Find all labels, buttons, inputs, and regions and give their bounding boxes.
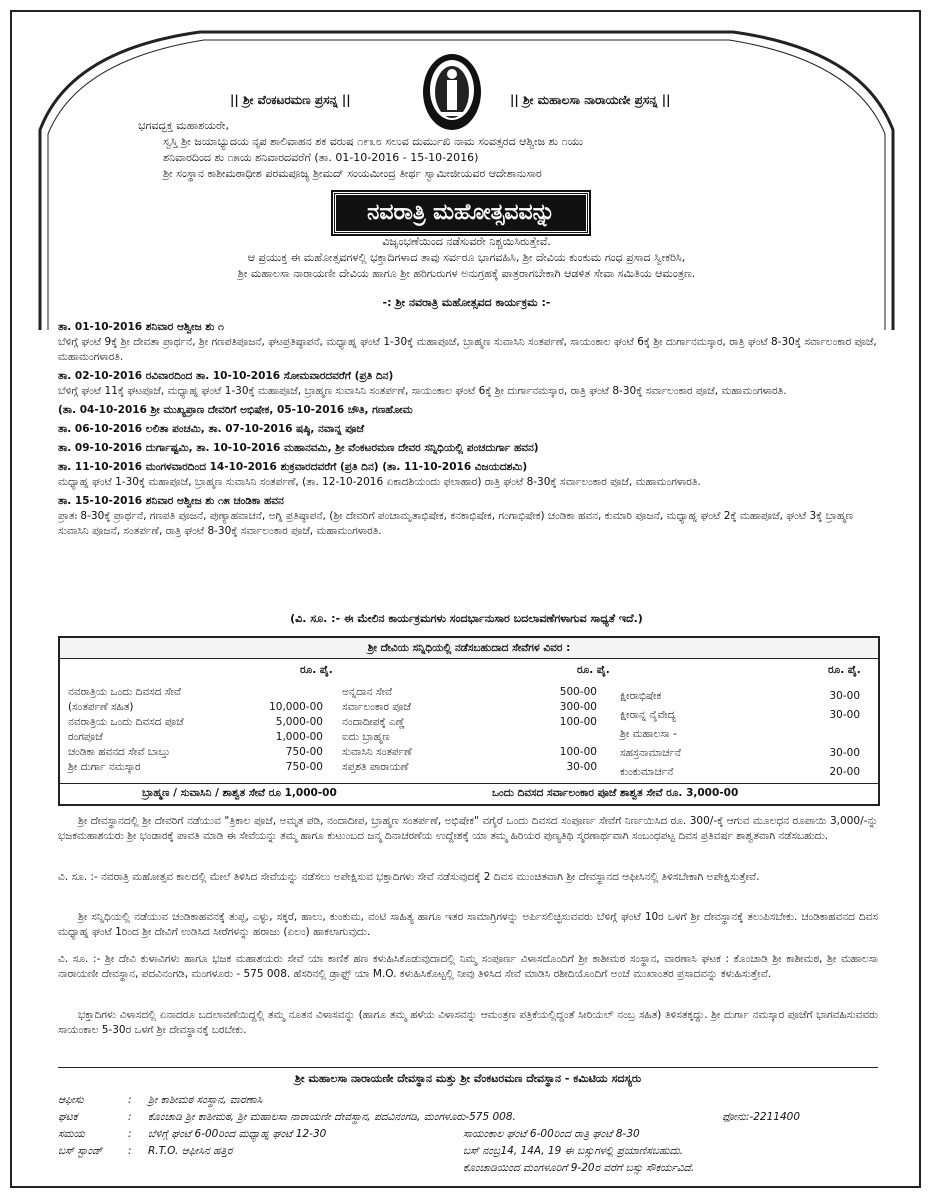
fee-value: 10,000-00 <box>269 701 323 713</box>
day-heading: ತಾ. 09-10-2016 ದುರ್ಗಾಷ್ಟಮಿ, ತಾ. 10-10-2016 ಮಹಾನವಮಿ, ಶ್ರೀ ವೆಂಕಟರಮಣ ದೇವರ ಸನ್ನಿಧಿಯಲ್ಲಿ ಪಂಚದುರ್ಗಾ ಹವನ) <box>58 442 539 454</box>
fee-value: 30-00 <box>829 747 860 759</box>
contact-value: ಬಸ್ ನಂಬ್ರ14, 14A, 19 ಈ ಬಸ್ಸುಗಳಲ್ಲಿ ಪ್ರಯಾಣಿಸಬಹುದು. <box>463 1145 684 1157</box>
program-day <box>58 494 878 539</box>
decide-line: ಆ ಪ್ರಯುಕ್ತ ಈ ಮಹೋತ್ಸವಗಳಲ್ಲಿ ಭಕ್ತಾದಿಗಳಾದ ತಾವು ಸರ್ವರೂ ಭಾಗವಹಿಸಿ, ಶ್ರೀ ದೇವಿಯ ಕುಂಕುಮ ಗಂಧ ಪ್ರಸಾದ ಸ್ವೀಕರಿಸಿ, <box>247 251 686 264</box>
perpetual-seva-paragraph: ಶ್ರೀ ದೇವಸ್ಥಾನದಲ್ಲಿ ಶ್ರೀ ದೇವರಿಗೆ ನಡೆಯುವ "ತ್ರಿಕಾಲ ಪೂಜೆ, ಅಮೃತ ಪಡಿ, ನಂದಾದೀಪ, ಬ್ರಾಹ್ಮಣ ಸಂತರ್ಪಣೆ, ಅಭಿಷೇಕ" ವಗೈರೆ ಒಂದು ದಿವಸದ ಸಂಪೂರ್ಣ ಸೇವೆಗೆ ನಿರ್ಣಯಿಸಿದ ರೂ. 300/-ಕ್ಕೆ ಆಗುವ ಮೂಲಧನ ರೂಪಾಯಿ 3,000/-ನ್ನು ಭಜಕಮಹಾಶಯರು ಶ್ರೀ ಭಂಡಾರಕ್ಕೆ ಪಾವತಿ ಮಾಡಿ ಈ ಸೇವೆಯನ್ನು ತಮ್ಮ ಹಾಗೂ ಕುಟುಂಬದ ಜನ್ಮ ದಿನಾಚರಣೆಯ ಉದ್ದೇಶಕ್ಕೆ ಯಾ ತಮ್ಮ ಹಿರಿಯರ ಪುಣ್ಯತಿಥಿ ಸ್ಮರಣಾರ್ಥವಾಗಿ ಸಂಬಂಧಪಟ್ಟ ದಿವಸ ಪ್ರತಿವರ್ಷ ಶಾಶ್ವತವಾಗಿ ನಡೆಸಬಹುದು. <box>58 815 878 842</box>
contact-row: ಘಟಕ : ಕೊಂಚಾಡಿ ಶ್ರೀ ಕಾಶೀಮಠ, ಶ್ರೀ ಮಹಾಲಸಾ ನಾರಾಯಣೀ ದೇವಸ್ಥಾನ, ಪದವಿನಂಗಡಿ, ಮಂಗಳೂರು-575 008. ಫೋನು:-2211400 <box>58 1109 878 1126</box>
program-day <box>58 403 878 418</box>
fee-footer-right: ಒಂದು ದಿವಸದ ಸರ್ವಾಲಂಕಾರ ಪೂಜೆ ಶಾಶ್ವತ ಸೇವೆ ರೂ. 3,000-00 <box>492 787 739 799</box>
program-day <box>58 441 878 456</box>
remittance-paragraph: ವಿ. ಸೂ. :- ಶ್ರೀ ದೇವಿ ಕುಳಾವಿಗಳು ಹಾಗೂ ಭಜಕ ಮಹಾಶಯರು ಸೇವೆ ಯಾ ಕಾಣಿಕೆ ಹಣ ಕಳುಹಿಸಿಕೊಡುವುದಾದಲ್ಲಿ ನಿಮ್ಮ ಸಂಪೂರ್ಣ ವಿಳಾಸದೊಂದಿಗೆ ಶ್ರೀ ಕಾಶೀಮಠ ಸಂಸ್ಥಾನ, ವಾರಣಾಸಿ ಘಟಕ : ಕೊಂಚಾಡಿ ಶ್ರೀ ಕಾಶೀಮಠ, ಶ್ರೀ ಮಹಾಲಸಾ ನಾರಾಯಣೀ ದೇವಸ್ಥಾನ, ಪದವಿನಂಗಡಿ, ಮಂಗಳೂರು - 575 008. ಹೆಸರಿನಲ್ಲಿ ಡ್ರಾಫ್ಟ್ ಯಾ M.O. ಕಳುಹಿಸಿಕೊಟ್ಟಲ್ಲಿ ನೀವು ತಿಳಿಸಿದ ಸೇವೆ ಮಾಡಿಸಿ ರಶೀದಿಯೊಂದಿಗೆ ಅಂಚೆ ಮುಖಾಂತರ ಪ್ರಸಾದವನ್ನು ಕಳುಹಿಸುತ್ತೇವೆ. <box>58 953 878 980</box>
day-heading: ತಾ. 01-10-2016 ಶನಿವಾರ ಆಶ್ವೀಜ ಶು ೧ <box>58 321 224 333</box>
day-body: ಬೆಳಿಗ್ಗೆ ಘಂಟೆ 11ಕ್ಕೆ ಘಟಪೂಜೆ, ಮಧ್ಯಾಹ್ನ ಘಂಟೆ 1-30ಕ್ಕೆ ಮಹಾಪೂಜೆ, ಬ್ರಾಹ್ಮಣ ಸುವಾಸಿನಿ ಸಂತರ್ಪಣೆ, ಸಾಯಂಕಾಲ ಘಂಟೆ 6ಕ್ಕೆ ಶ್ರೀ ದುರ್ಗಾನಮಸ್ಕಾರ, ರಾತ್ರಿ ಘಂಟೆ 8-30ಕ್ಕೆ ಸರ್ವಾಲಂಕಾರ ಪೂಜೆ, ಮಹಾಮಂಗಳಾರತಿ. <box>58 385 787 397</box>
fee-value: 300-00 <box>559 701 597 713</box>
fee-name: ರಂಗಪೂಜೆ <box>68 731 103 743</box>
fee-value: 500-00 <box>559 686 597 698</box>
chandika-paragraph: ಶ್ರೀ ಸನ್ನಿಧಿಯಲ್ಲಿ ನಡೆಯುವ ಚಂಡಿಕಾಹವನಕ್ಕೆ ತುಪ್ಪ, ಎಳ್ಳು, ಸಕ್ಕರೆ, ಹಾಲು, ಕುಂಕುಮ, ವಂಟಿ ಸಾಹಿತ್ಯ ಹಾಗೂ ಇತರ ಸಾಮಾಗ್ರಿಗಳನ್ನು ಅರ್ಪಿಸಲಿಚ್ಛಿಸುವವರು ಬೆಳಿಗ್ಗೆ ಘಂಟೆ 10ರ ಒಳಗೆ ಶ್ರೀ ದೇವಸ್ಥಾನಕ್ಕೆ ತಲುಪಿಸಬೇಕು. ಚಂಡಿಕಾಹವನದ ದಿವಸ ಮಧ್ಯಾಹ್ನ ಘಂಟೆ 1ರಿಂದ ಶ್ರೀ ದೇವಿಗೆ ಉಡಿಸಿದ ಸೀರೆಗಳನ್ನು ಹರಾಜು (ಏಲಂ) ಹಾಕಲಾಗುವುದು. <box>58 911 878 938</box>
contact-key: ಘಟಕ <box>58 1111 78 1123</box>
fee-value: 30-00 <box>829 690 860 702</box>
fee-name: ನವರಾತ್ರಿಯ ಒಂದು ದಿವಸದ ಪೂಜೆ <box>68 716 184 728</box>
contact-row: ಆಫೀಸು : ಶ್ರೀ ಕಾಶೀಮಠ ಸಂಸ್ಥಾನ, ವಾರಣಾಸಿ <box>58 1092 878 1109</box>
contact-value: R.T.O. ಆಫೀಸಿನ ಹತ್ತಿರ <box>148 1145 233 1157</box>
intro-block <box>138 118 808 182</box>
day-body: ಮಧ್ಯಾಹ್ನ ಘಂಟೆ 1-30ಕ್ಕೆ ಮಹಾಪೂಜೆ, ಬ್ರಾಹ್ಮಣ ಸುವಾಸಿನಿ ಸಂತರ್ಪಣೆ, (ತಾ. 12-10-2016 ಏಕಾದಶಿಯಂದು ಫಲಾಹಾರ) ರಾತ್ರಿ ಘಂಟೆ 8-30ಕ್ಕೆ ಸರ್ವಾಲಂಕಾರ ಪೂಜೆ, ಮಹಾಮಂಗಳಾರತಿ. <box>58 476 701 488</box>
fee-name: ಶ್ರೀ ದುರ್ಗಾ ನಮಸ್ಕಾರ <box>68 761 141 773</box>
contact-key: ಸಮಯ <box>58 1128 85 1140</box>
program-day <box>58 460 878 490</box>
program-day <box>58 422 878 437</box>
day-heading: ತಾ. 11-10-2016 ಮಂಗಳವಾರದಿಂದ 14-10-2016 ಶುಕ್ರವಾರದವರೆಗೆ (ಪ್ರತಿ ದಿನ) (ತಾ. 11-10-2016 ವಿಜಯದಶಮಿ) <box>58 461 528 473</box>
program-heading: -: ಶ್ರೀ ನವರಾತ್ರಿ ಮಹೋತ್ಸವದ ಕಾರ್ಯಕ್ರಮ :- <box>382 296 551 309</box>
invocation-right: || ಶ್ರೀ ಮಹಾಲಸಾ ನಾರಾಯಣೀ ಪ್ರಸನ್ನ || <box>510 93 671 107</box>
fee-value: 30-00 <box>566 761 597 773</box>
contact-key: ಆಫೀಸು <box>58 1094 84 1106</box>
rupee-header: ರೂ. ಪೈ. <box>577 664 610 676</box>
fees-footer <box>60 783 878 802</box>
fee-footer-left: ಬ್ರಾಹ್ಮಣ / ಸುವಾಸಿನಿ / ಶಾಶ್ವತ ಸೇವೆ ರೂ 1,000-00 <box>142 787 337 799</box>
contact-value: ಕೊಂಚಾಡಿ ಶ್ರೀ ಕಾಶೀಮಠ, ಶ್ರೀ ಮಹಾಲಸಾ ನಾರಾಯಣೀ ದೇವಸ್ಥಾನ, ಪದವಿನಂಗಡಿ, ಮಂಗಳೂರು-575 008. <box>148 1111 516 1123</box>
fee-name: (ಸಂತರ್ಪಣೆ ಸಹಿತ) <box>68 701 134 713</box>
fee-value: 100-00 <box>559 746 597 758</box>
fee-name: ಶ್ರೀ ಮಹಾಲಸಾ - <box>620 728 677 740</box>
fee-value: 1,000-00 <box>275 731 323 743</box>
fee-name: ಕ್ಷೀರಾಭಿಷೇಕ <box>620 690 662 702</box>
phone-number: ಫೋನು:-2211400 <box>722 1111 801 1123</box>
fee-value: 750-00 <box>285 746 323 758</box>
contact-value: ಶ್ರೀ ಕಾಶೀಮಠ ಸಂಸ್ಥಾನ, ವಾರಣಾಸಿ <box>148 1094 263 1106</box>
fee-name: ಸುವಾಸಿನಿ ಸಂತರ್ಪಣೆ <box>342 746 412 758</box>
day-heading: ತಾ. 02-10-2016 ರವಿವಾರದಿಂದ ತಾ. 10-10-2016 ಸೋಮವಾರದವರೆಗೆ (ಪ್ರತಿ ದಿನ) <box>58 370 394 382</box>
fee-name: ಐದು ಬ್ರಾಹ್ಮಣ <box>342 731 390 743</box>
contact-key: ಬಸ್ ಸ್ಟಾಂಡ್ <box>58 1145 103 1157</box>
contact-row: ಬಸ್ ಸ್ಟಾಂಡ್ : R.T.O. ಆಫೀಸಿನ ಹತ್ತಿರ ಬಸ್ ನಂಬ್ರ14, 14A, 19 ಈ ಬಸ್ಸುಗಳಲ್ಲಿ ಪ್ರಯಾಣಿಸಬಹುದು. <box>58 1143 878 1160</box>
fee-value: 5,000-00 <box>275 716 323 728</box>
fee-name: ಸಪ್ತಶತಿ ಪಾರಾಯಣೆ <box>342 761 409 773</box>
program-day <box>58 320 878 365</box>
invocation-left: || ಶ್ರೀ ವೆಂಕಟರಮಣ ಪ್ರಸನ್ನ || <box>230 93 351 107</box>
decide-line: ಶ್ರೀ ಮಹಾಲಸಾ ನಾರಾಯಣೀ ದೇವಿಯ ಹಾಗೂ ಶ್ರೀ ಹರಿಗುರುಗಳ ಅನುಗ್ರಹಕ್ಕೆ ಪಾತ್ರರಾಗಬೇಕಾಗಿ ಆಡಳಿತ ಸೇವಾ ಸಮಿತಿಯ ಆಮಂತ್ರಣ. <box>237 267 696 280</box>
invitation-text <box>0 234 933 282</box>
program-day <box>58 369 878 399</box>
fees-table <box>58 636 880 806</box>
contact-row: ಸಮಯ : ಬೆಳಿಗ್ಗೆ ಘಂಟೆ 6-00ರಿಂದ ಮಧ್ಯಾಹ್ನ ಘಂಟೆ 12-30 ಸಾಯಂಕಾಲ ಘಂಟೆ 6-00ರಿಂದ ರಾತ್ರಿ ಘಂಟೆ 8-30 <box>58 1126 878 1143</box>
address-change-paragraph: ಭಕ್ತಾದಿಗಳು ವಿಳಾಸದಲ್ಲಿ ಏನಾದರೂ ಬದಲಾವಣೆಯಿದ್ದಲ್ಲಿ ತಮ್ಮ ನೂತನ ವಿಳಾಸವನ್ನು (ಹಾಗೂ ತಮ್ಮ ಹಳೆಯ ವಿಳಾಸವನ್ನು ಆಮಂತ್ರಣ ಪತ್ರಿಕೆಯಲ್ಲಿದ್ದಂತೆ ಸೀರಿಯಲ್ ನಂಬ್ರ ಸಹಿತ) ತಿಳಿಸತಕ್ಕದ್ದು. ಶ್ರೀ ದುರ್ಗಾ ನಮಸ್ಕಾರ ಪೂಜೆಗೆ ಭಾಗವಹಿಸುವವರು ಸಾಯಂಕಾಲ 5-30ರ ಒಳಗೆ ಶ್ರೀ ದೇವಸ್ಥಾನಕ್ಕೆ ಬರಬೇಕು. <box>58 1009 878 1036</box>
program-note: (ವಿ. ಸೂ. :- ಈ ಮೇಲಿನ ಕಾರ್ಯಕ್ರಮಗಳು ಸಂದರ್ಭಾನುಸಾರ ಬದಲಾವಣೆಗಳಾಗುವ ಸಾಧ್ಯತೆ ಇದೆ.) <box>290 612 643 625</box>
decide-line: ವಿಜೃಂಭಣೆಯಿಂದ ನಡೆಸುವರೇ ನಿಶ್ಚಯಿಸಿರುತ್ತೇವೆ. <box>382 235 551 248</box>
fees-title: ಶ್ರೀ ದೇವಿಯ ಸನ್ನಿಧಿಯಲ್ಲಿ ನಡೆಸಬಹುದಾದ ಸೇವೆಗಳ ವಿವರ : <box>60 638 878 659</box>
contact-value: ಸಾಯಂಕಾಲ ಘಂಟೆ 6-00ರಿಂದ ರಾತ್ರಿ ಘಂಟೆ 8-30 <box>463 1128 640 1140</box>
day-body: ಬೆಳಿಗ್ಗೆ ಘಂಟೆ 9ಕ್ಕೆ ಶ್ರೀ ದೇವತಾ ಪ್ರಾರ್ಥನೆ, ಶ್ರೀ ಗಣಪತಿಪೂಜನೆ, ಘಟಪ್ರತಿಷ್ಠಾಪನೆ, ಮಧ್ಯಾಹ್ನ ಘಂಟೆ 1-30ಕ್ಕೆ ಮಹಾಪೂಜೆ, ಬ್ರಾಹ್ಮಣ ಸುವಾಸಿನಿ ಸಂತರ್ಪಣೆ, ಸಾಯಂಕಾಲ ಘಂಟೆ 6ಕ್ಕೆ ಶ್ರೀ ದುರ್ಗಾನಮಸ್ಕಾರ, ರಾತ್ರಿ ಘಂಟೆ 8-30ಕ್ಕೆ ಸರ್ವಾಲಂಕಾರ ಪೂಜೆ, ಮಹಾಮಂಗಳಾರತಿ. <box>58 336 877 363</box>
fee-name: ಸರ್ವಾಲಂಕಾರ ಪೂಜೆ <box>342 701 412 713</box>
fee-name: ನಂದಾದೀಪಕ್ಕೆ ಎಣ್ಣೆ <box>342 716 405 728</box>
rupee-header: ರೂ. ಪೈ. <box>300 664 333 676</box>
day-heading: ತಾ. 15-10-2016 ಶನಿವಾರ ಆಶ್ವೀಜ ಶು ೧೫ ಚಂಡಿಕಾ ಹವನ <box>58 495 284 507</box>
day-body: ಪ್ರಾತಃ 8-30ಕ್ಕೆ ಪ್ರಾರ್ಥನೆ, ಗಣಪತಿ ಪೂಜನೆ, ಪುಣ್ಯಾಹವಾಚನೆ, ಅಗ್ನಿ ಪ್ರತಿಷ್ಠಾಪನೆ, (ಶ್ರೀ ದೇವರಿಗೆ ಪಂಚಾಮೃತಾಭಿಷೇಕ, ಕನಕಾಭಿಷೇಕ, ಗಂಗಾಭಿಷೇಕ) ಚಂಡಿಕಾ ಹವನ, ಕುಮಾರಿ ಪೂಜನೆ, ಮಧ್ಯಾಹ್ನ ಘಂಟೆ 2ಕ್ಕೆ ಮಹಾಪೂಜೆ, ಘಂಟೆ 3ಕ್ಕೆ ಬ್ರಾಹ್ಮಣ ಸುವಾಸಿನಿ ಪೂಜನೆ, ಸಂತರ್ಪಣೆ, ರಾತ್ರಿ ಘಂಟೆ 8-30ಕ್ಕೆ ಸರ್ವಾಲಂಕಾರ ಪೂಜೆ, ಮಹಾಮಂಗಳಾರತಿ. <box>58 510 854 537</box>
fee-value: 30-00 <box>829 709 860 721</box>
fee-value: 750-00 <box>285 761 323 773</box>
program-list <box>58 320 878 543</box>
fee-name: ಅನ್ನದಾನ ಸೇವೆ <box>342 686 393 698</box>
day-heading: ತಾ. 06-10-2016 ಲಲಿತಾ ಪಂಚಮಿ, ತಾ. 07-10-2016 ಷಷ್ಠಿ, ನವಾನ್ನ ಪೂಜೆ <box>58 423 365 435</box>
page-title: ನವರಾತ್ರಿ ಮಹೋತ್ಸವವನ್ನು <box>333 192 589 234</box>
contact-value: ಕೊಂಚಾಡಿಯಿಂದ ಮಂಗಳೂರಿಗೆ 9-20ರ ವರೆಗೆ ಬಸ್ಸು ಸೌಕರ್ಯವಿದೆ. <box>463 1162 695 1174</box>
intro-line: ಸ್ವಸ್ತಿ ಶ್ರೀ ಜಯಾಭ್ಯುದಯ ನೃಪ ಶಾಲಿವಾಹನ ಶಕ ವರುಷ ೧೯೩೮ ಸಲುವ ದುರ್ಮುಖಿ ನಾಮ ಸಂವತ್ಸರದ ಆಶ್ವೀಜ ಶು ೧ಯು <box>163 135 583 148</box>
rupee-header: ರೂ. ಪೈ. <box>828 664 861 676</box>
contact-value: ಬೆಳಿಗ್ಗೆ ಘಂಟೆ 6-00ರಿಂದ ಮಧ್ಯಾಹ್ನ ಘಂಟೆ 12-30 <box>148 1128 327 1140</box>
fee-value: 20-00 <box>829 766 860 778</box>
fee-name: ಕ್ಷೀರಾನ್ನ ನೈವೇದ್ಯ <box>620 709 676 721</box>
fee-value: 100-00 <box>559 716 597 728</box>
salutation: ಭಗವದ್ಭಕ್ತ ಮಹಾಶಯರೇ, <box>138 119 229 132</box>
committee-signature: ಶ್ರೀ ಮಹಾಲಸಾ ನಾರಾಯಣೀ ದೇವಸ್ಥಾನ ಮತ್ತು ಶ್ರೀ ವೆಂಕಟರಮಣ ದೇವಸ್ಥಾನ - ಕಮಿಟಿಯ ಸದಸ್ಯರು <box>58 1067 878 1086</box>
fee-name: ನವರಾತ್ರಿಯ ಒಂದು ದಿವಸದ ಸೇವೆ <box>68 686 181 698</box>
fee-name: ಕುಂಕುಮಾರ್ಚನೆ <box>620 766 674 778</box>
contact-row <box>58 1160 878 1177</box>
intro-line: ಶ್ರೀ ಸಂಸ್ಥಾನ ಕಾಶೀಮಠಾಧೀಶ ಪರಮಪೂಜ್ಯ ಶ್ರೀಮದ್ ಸಂಯಮೀಂದ್ರ ತೀರ್ಥ ಸ್ವಾಮೀಜೀಯವರ ಆದೇಶಾನುಸಾರ <box>163 167 542 180</box>
contact-block <box>58 1092 878 1177</box>
fee-name: ಸಹಸ್ರನಾಮಾರ್ಚನೆ <box>620 747 681 759</box>
intro-line: ಶನಿವಾರದಿಂದ ಶು ೧೫ಯ ಶನಿವಾರದವರೆಗೆ (ತಾ. 01-10-2016 - 15-10-2016) <box>163 151 479 164</box>
day-heading: (ತಾ. 04-10-2016 ಶ್ರೀ ಮುಖ್ಯಪ್ರಾಣ ದೇವರಿಗೆ ಅಭಿಷೇಕ, 05-10-2016 ಚೌತಿ, ಗಣಹೋಮ <box>58 404 413 416</box>
fee-name: ಚಂಡಿಕಾ ಹವನದ ಸೇವೆ ಬಾಬ್ತು <box>68 746 170 758</box>
note-paragraph: ವಿ. ಸೂ. :- ನವರಾತ್ರಿ ಮಹೋತ್ಸವ ಕಾಲದಲ್ಲಿ ಮೇಲೆ ತಿಳಿಸಿದ ಸೇವೆಯನ್ನು ನಡೆಸಲು ಅಪೇಕ್ಷಿಸುವ ಭಕ್ತಾದಿಗಳು ಸೇವೆ ನಡೆಸುವುದಕ್ಕೆ 2 ದಿವಸ ಮುಂಚಿತವಾಗಿ ಶ್ರೀ ದೇವಸ್ಥಾನದ ಆಫೀಸಿನಲ್ಲಿ ತಿಳಿಸಬೇಕಾಗಿ ಅಪೇಕ್ಷಿಸುತ್ತೇವೆ. <box>58 871 760 883</box>
